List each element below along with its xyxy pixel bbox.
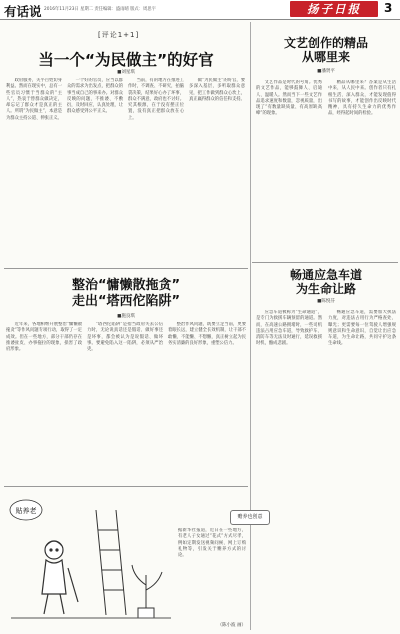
section-name: 有话说 (4, 4, 42, 19)
article-byline: ■陈悦芬 (317, 299, 335, 304)
newspaper-masthead: 扬子日报 (290, 1, 378, 17)
article-byline: ■施良琪 (117, 314, 135, 319)
cartoon-ladder (96, 510, 126, 615)
article-text-column: 应急车道被称为“生命通道”，是专门为救援车辆预留的通道。然而，在高速公路拥堵时，一些司机违法占用应急车道，导致救护车、消防车等无法及时通行，延误救援时机，酿成悲剧。 (256, 310, 322, 347)
cartoon-credit: （陈小波 画） (217, 623, 246, 628)
article-headline-work-style: 整治“慵懒散拖贪” 走出“塔西佗陷阱” (71, 278, 181, 309)
article-headline-emergency-lane: 畅通应急车道 为生命让路 (289, 268, 362, 296)
column-divider (250, 22, 251, 630)
cartoon-plant (132, 565, 162, 618)
article-text-column: 政府服务，关乎百姓切身利益。然而在现实中，总有一些官员习惯于当群众的“主人”，热衷于替群众做决定，却忘记了群众才是真正的主人。所谓“为民做主”，本意是为群众主持公道、伸张正义。 (6, 78, 62, 121)
article-text-column: 整治作风问题，既要立足当前，更要着眼长远，建立健全长效机制，让干部不敢懒、不能懒、不想懒，真正树立起为民务实清廉的良好形象，重塑公信力。 (168, 322, 246, 346)
article-headline-art-creation: 文艺创作的精品 从哪里来 (283, 36, 368, 64)
article-text-column: 畅通应急车道，需要加大执法力度，对违法占用行为严格查处、曝光；更需要每一位驾驶人增强规则意识和生命意识，自觉让出应急车道，为生命让路，共同守护这条生命线。 (328, 310, 396, 347)
article-byline: ■刘星琪 (117, 70, 135, 75)
editorial-cartoon (6, 490, 176, 630)
section-divider (252, 262, 398, 263)
section-divider (4, 486, 248, 487)
article-headline-good-official: 当一个“为民做主”的好官 (38, 51, 214, 69)
cartoon-elder-figure (42, 541, 78, 614)
article-byline: ■潘贤平 (317, 69, 335, 74)
section-divider (4, 268, 248, 269)
cartoon-caption-text: 据新华社报道，近日在一些地方，有老人子女通过“花式”方式尽孝，例如定期发送视频问候、网上订购礼物等，引发关于赡养方式的讨论。 (178, 528, 246, 559)
column-kicker: [评论1+1] (98, 31, 140, 39)
page-number: 3 (384, 1, 393, 15)
issue-meta: 2016年11月23日 星期二 责任编辑：盛雨晴 版式：周思宇 (44, 7, 156, 12)
article-text-column: 做“为民做主”的好官，要多深入基层，多听取群众意见，把工作做到群众心坎上，真正赢得群众的信任和支持。 (189, 78, 245, 102)
article-text-column: 近年来，各地相继开展整治“慵懒散拖贪”等作风问题专项行动，取得了一定成效。但在一些地方，部分干部仍存在推诿扯皮、办事拖拉的现象，损害了政府形象。 (6, 322, 82, 353)
article-text-column: 当前，有的地方在推进工作时，不调查、不研究，拍脑袋决策，结果好心办了坏事，群众不满意，政府也不讨好。究其根源，在于没有摆正位置，没有真正把群众放在心上。 (128, 78, 184, 121)
article-text-column: “塔西佗陷阱”是指当政府失去公信力时，无论说真话还是假话、做好事还是坏事，都会被认为是说假话、做坏事。要避免陷入这一陷阱，必须从严治吏。 (87, 322, 163, 353)
article-text-column: 文艺作品是时代的号角。优秀的文艺作品，能够鼓舞人、启迪人、温暖人。然而当下一些文艺作品追求速度和数量，忽视质量，出现了“有数量缺质量、有高原缺高峰”的现象。 (256, 80, 322, 117)
article-text-column: 精品从哪里来？答案是从生活中来，从人民中来。创作者只有扎根生活、深入群众，才能发现值得书写的故事，才能创作出反映时代精神、具有持久生命力的优秀作品，经得起时间的检验。 (328, 80, 396, 117)
article-text-column: 一个好的官员，应当以群众的需求为出发点，把群众的事当成自己的事来办。对群众反映的问题，不推诿、不敷衍，及时回应，认真处理，让群众感受到公平正义。 (67, 78, 123, 115)
page-header (0, 0, 400, 20)
cartoon-sign-label: 贴养老 (15, 507, 37, 515)
cartoon-caption-title: 赡养也创意 (230, 510, 270, 525)
